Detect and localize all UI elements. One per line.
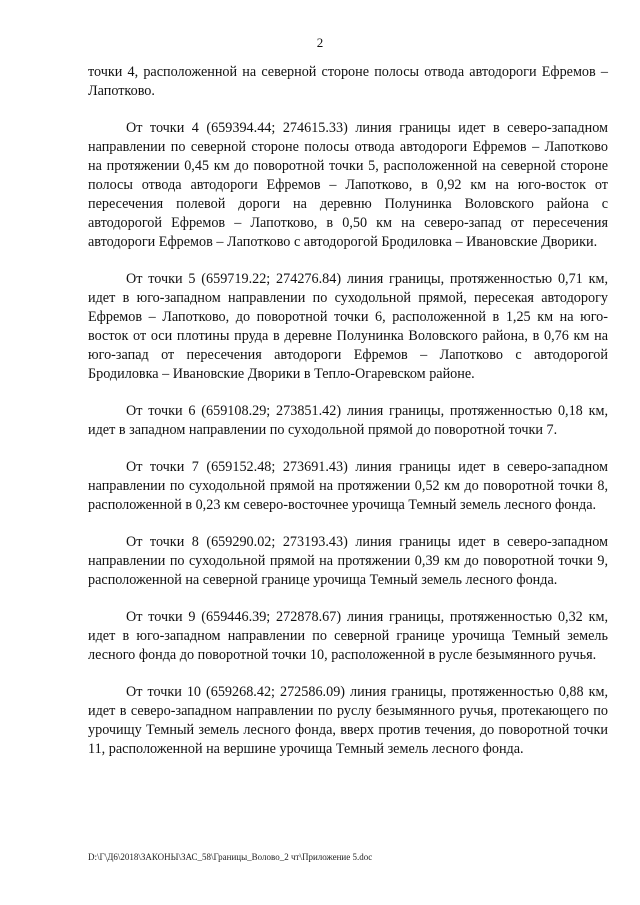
paragraph-point-6: От точки 6 (659108.29; 273851.42) линия границы, протяженностью 0,18 км, идет в западном направлении по суходольной прямой до поворотной точки 7. — [88, 403, 608, 438]
paragraph-point-7: От точки 7 (659152.48; 273691.43) линия границы идет в северо-западном направлении по суходольной прямой на протяжении 0,52 км до поворотной точки 8, расположенной в 0,23 км северо-восточнее урочища Темный земель лесного фонда. — [88, 459, 608, 513]
paragraph-point-9: От точки 9 (659446.39; 272878.67) линия границы, протяженностью 0,32 км, идет в юго-западном направлении по северной границе урочища Темный земель лесного фонда до поворотной точки 10, расположенной в русле безымянного ручья. — [88, 609, 608, 663]
paragraph-point-8: От точки 8 (659290.02; 273193.43) линия границы идет в северо-западном направлении по суходольной прямой на протяжении 0,39 км до поворотной точки 9, расположенной на северной границе урочища Темный земель лесного фонда. — [88, 534, 608, 588]
document-body — [88, 63, 608, 759]
paragraph-continuation: точки 4, расположенной на северной стороне полосы отвода автодороги Ефремов – Лапотково. — [88, 64, 608, 99]
file-path-footer: D:\Г\Д6\2018\ЗАКОНЫ\ЗАС_58\Границы_Волово_2 чт\Приложение 5.doc — [88, 852, 373, 862]
paragraph-point-10: От точки 10 (659268.42; 272586.09) линия границы, протяженностью 0,88 км, идет в северо-западном направлении по руслу безымянного ручья, протекающего по урочищу Темный земель лесного фонда, вверх против течения, до поворотной точки 11, расположенной на вершине урочища Темный земель лесного фонда. — [88, 684, 608, 757]
paragraph-point-5: От точки 5 (659719.22; 274276.84) линия границы, протяженностью 0,71 км, идет в юго-западном направлении по суходольной прямой, пересекая автодорогу Ефремов – Лапотково, до поворотной точки 6, расположенной в 1,25 км на юго-восток от оси плотины пруда в деревне Полунинка Воловского района, в 0,76 км на юго-запад от пересечения автодороги Ефремов – Лапотково с автодорогой Бродиловка – Ивановские Дворики в Тепло-Огаревском районе. — [88, 271, 608, 382]
page-number: 2 — [316, 35, 324, 50]
paragraph-point-4: От точки 4 (659394.44; 274615.33) линия границы идет в северо-западном направлении по северной стороне полосы отвода автодороги Ефремов – Лапотково на протяжении 0,45 км до поворотной точки 5, расположенной на северной стороне полосы отвода автодороги Ефремов – Лапотково, в 0,92 км на юго-восток от пересечения полевой дороги на деревню Полунинка Воловского района с автодорогой Ефремов – Лапотково, в 0,50 км на северо-запад от пересечения автодороги Ефремов – Лапотково с автодорогой Бродиловка – Ивановские Дворики. — [88, 120, 608, 250]
